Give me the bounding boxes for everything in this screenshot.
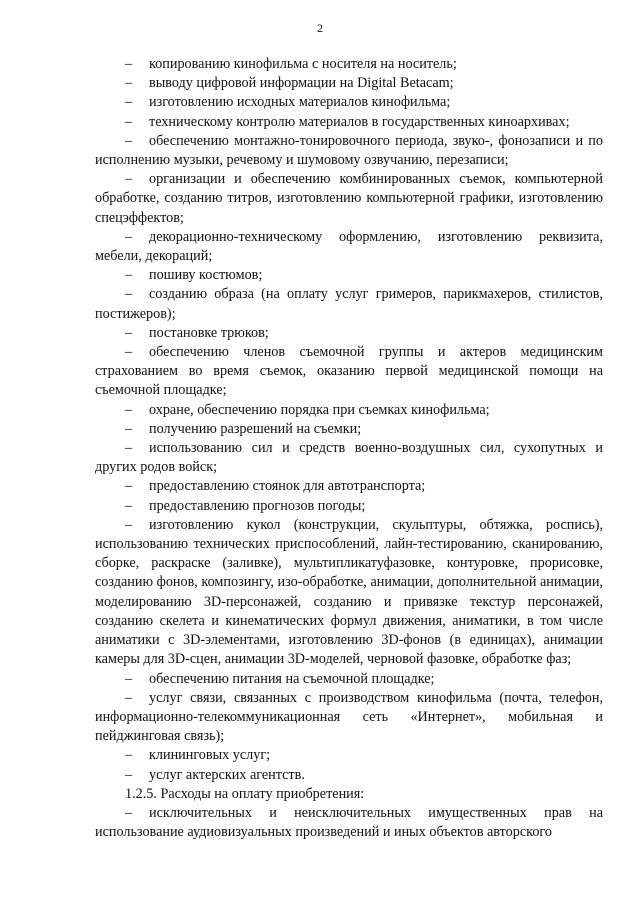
list-item-text: клининговых услуг; — [149, 747, 271, 764]
list-item — [95, 93, 603, 112]
page-number: 2 — [317, 21, 323, 35]
list-dash: – — [125, 94, 133, 111]
list-dash: – — [125, 440, 133, 457]
list-dash: – — [125, 171, 133, 188]
list-item-text: исключительных и неисключительных имущественных прав на использование аудиовизуальных произведений и иных объектов авторского — [95, 804, 603, 841]
list-dash: – — [125, 516, 133, 533]
list-dash: – — [125, 747, 133, 764]
list-dash: – — [125, 113, 133, 130]
list-item — [95, 324, 603, 343]
list-item-text: изготовлению кукол (конструкции, скульптуры, обтяжка, роспись), использованию технических приспособлений, лайн-тестированию, сканированию, сборке, раскраске (заливке), мультипликатуфазовке, контуровке, прорисовке, созданию фонов, композингу, изо-обработке, анимации, дополнительной анимации, моделированию 3D-персонажей, созданию и привязке текстур персонажей, созданию скелета и кинематических формул движения, аниматики, в том числе аниматики с 3D-элементами, изготовлению 3D-фонов (в единицах), анимации камеры для 3D-сцен, анимации 3D-моделей, черновой фазовке, обработке фаз; — [95, 516, 603, 668]
list-item-text: копированию кинофильма с носителя на носитель; — [149, 56, 457, 72]
list-item — [95, 439, 603, 477]
list-dash: – — [125, 766, 133, 783]
list-item — [95, 132, 603, 170]
list-item-text: охране, обеспечению порядка при съемках кинофильма; — [149, 401, 490, 418]
list-item — [95, 285, 603, 323]
list-item-text: предоставлению стоянок для автотранспорта; — [149, 478, 426, 495]
list-dash: – — [125, 689, 133, 706]
list-dash: – — [125, 56, 133, 72]
list-item-text: услуг связи, связанных с производством кинофильма (почта, телефон, информационно-телекоммуникационная сеть «Интернет», мобильная и пейджинговая связь); — [95, 689, 603, 745]
list-item — [95, 516, 603, 670]
list-item — [95, 497, 603, 516]
list-item — [95, 746, 603, 765]
list-item — [95, 228, 603, 266]
list-item-text: получению разрешений на съемки; — [149, 420, 362, 437]
section-heading: 1.2.5. Расходы на оплату приобретения: — [125, 785, 365, 802]
list-dash: – — [125, 670, 133, 687]
list-item-text: обеспечению членов съемочной группы и актеров медицинским страхованием во время съемок, оказанию первой медицинской помощи на съемочной площадке; — [95, 344, 603, 399]
list-item-text: организации и обеспечению комбинированных съемок, компьютерной обработке, созданию титров, изготовлению компьютерной графики, изготовлению спецэффектов; — [95, 171, 603, 226]
list-dash: – — [125, 804, 133, 821]
list-dash: – — [125, 228, 133, 245]
list-item-text: обеспечению питания на съемочной площадке; — [149, 670, 435, 687]
list-item-text: использованию сил и средств военно-воздушных сил, сухопутных и других родов войск; — [95, 440, 603, 476]
list-item — [95, 266, 603, 285]
list-item — [95, 420, 603, 439]
list-item — [95, 55, 603, 74]
list-dash: – — [125, 478, 133, 495]
list-item-text: созданию образа (на оплату услуг гримеров, парикмахеров, стилистов, постижеров); — [95, 286, 603, 322]
list-item-text: декорационно-техническому оформлению, изготовлению реквизита, мебели, декораций; — [95, 228, 603, 265]
list-dash: – — [125, 267, 133, 284]
list-dash: – — [125, 497, 133, 514]
list-item — [95, 477, 603, 496]
list-item — [95, 766, 603, 785]
list-item — [95, 343, 603, 401]
list-item-text: изготовлению исходных материалов кинофильма; — [149, 94, 451, 111]
list-item-text: выводу цифровой информации на Digital Betacam; — [149, 75, 454, 92]
list-dash: – — [125, 75, 133, 92]
list-dash: – — [125, 286, 133, 303]
list-item — [95, 170, 603, 228]
list-item — [95, 670, 603, 689]
list-item-text: обеспечению монтажно-тонировочного периода, звуко-, фонозаписи и по исполнению музыки, речевому и шумовому озвучанию, перезаписи; — [95, 132, 603, 169]
list-item — [95, 689, 603, 747]
list-dash: – — [125, 132, 133, 149]
list-item — [95, 74, 603, 93]
list-dash: – — [125, 344, 133, 361]
list-item — [95, 804, 603, 842]
list-dash: – — [125, 401, 133, 418]
list-item — [95, 113, 603, 132]
list-item-text: постановке трюков; — [149, 324, 269, 341]
list-item — [95, 401, 603, 420]
document-body — [95, 55, 603, 842]
list-item-text: предоставлению прогнозов погоды; — [149, 497, 366, 514]
list-item-text: пошиву костюмов; — [149, 267, 263, 284]
list-dash: – — [125, 420, 133, 437]
list-dash: – — [125, 324, 133, 341]
list-item-text: услуг актерских агентств. — [149, 766, 305, 783]
list-item-text: техническому контролю материалов в государственных киноархивах; — [149, 113, 570, 130]
